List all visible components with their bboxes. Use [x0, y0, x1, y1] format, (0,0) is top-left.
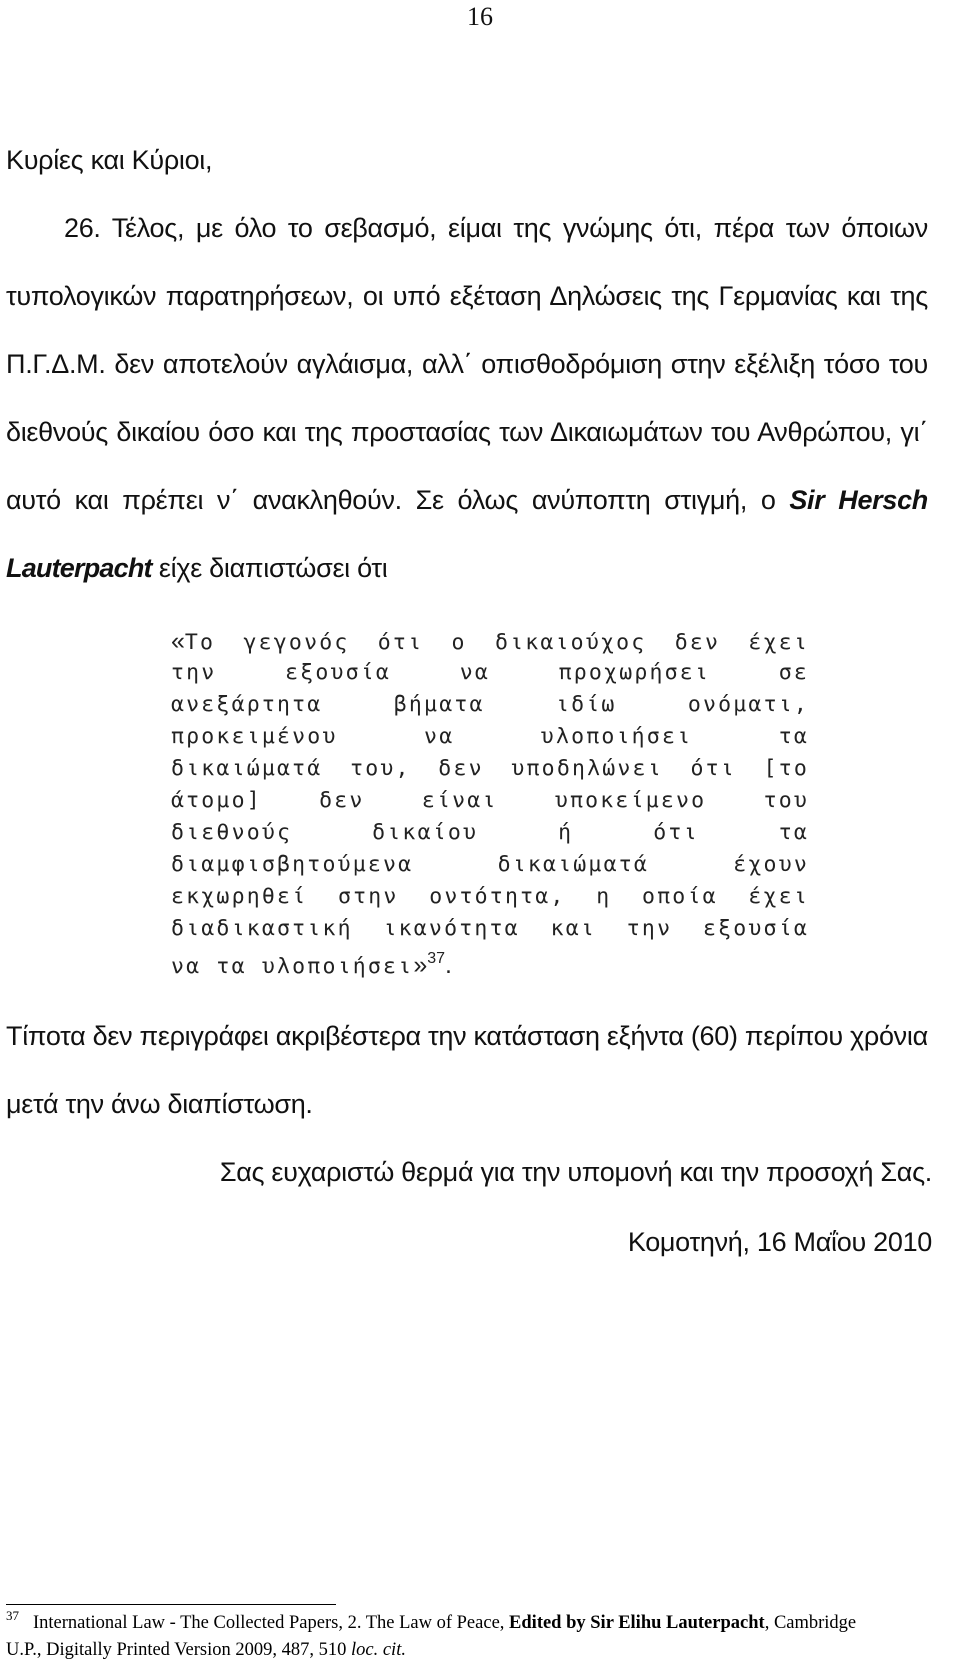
- paragraph-line-1: [6, 208, 928, 248]
- conclusion-line-1: Τίποτα δεν περιγράφει ακριβέστερα την κατάσταση εξήντα (60) περίπου χρόνια: [6, 1021, 928, 1051]
- salutation: Κυρίες και Κύριοι,: [6, 145, 213, 175]
- quote-line-5: δικαιώματά του, δεν υποδηλώνει ότι [το: [171, 756, 809, 781]
- quote-line-8: διαμφισβητούμενα δικαιώματά έχουν: [171, 852, 809, 877]
- footnote-ref: 37: [427, 950, 446, 967]
- paragraph-line-4: διεθνούς δικαίου όσο και της προστασίας των Δικαιωμάτων του Ανθρώπου, γι΄: [6, 417, 928, 447]
- paragraph-line-6-text: είχε διαπιστώσει ότι: [151, 553, 388, 583]
- closing-thanks: Σας ευχαριστώ θερμά για την υπομονή και την προσοχή Σας.: [219, 1157, 932, 1187]
- cited-person-name-last: Lauterpacht: [6, 553, 152, 583]
- quote-line-10: διαδικαστική ικανότητα και την εξουσία: [171, 916, 809, 941]
- cited-person-name-first: Sir Hersch: [789, 485, 928, 515]
- quote-end-punct: .: [445, 951, 452, 979]
- quote-line-6: άτομο] δεν είναι υποκείμενο του: [171, 788, 809, 813]
- footnote-number: 37: [6, 1608, 19, 1623]
- quote-line-9: εκχωρηθεί στην οντότητα, η οποία έχει: [171, 884, 809, 909]
- quote-close-mark: »: [413, 951, 428, 979]
- footnote-separator: [6, 1604, 336, 1605]
- place-date: Κομοτηνή, 16 Μαΐου 2010: [627, 1227, 932, 1257]
- paragraph-line-6: [6, 548, 387, 588]
- quote-line-1: [171, 626, 809, 656]
- paragraph-line-3: Π.Γ.Δ.Μ. δεν αποτελούν αγλάισμα, αλλ΄ οπισθοδρόμιση στην εξέλιξη τόσο του: [6, 349, 928, 379]
- quote-line-4: προκειμένου να υλοποιήσει τα: [171, 724, 809, 749]
- quote-line-2: την εξουσία να προχωρήσει σε: [171, 660, 809, 685]
- footnote-text-b: , Cambridge: [764, 1613, 857, 1633]
- paragraph-line-2: τυπολογικών παρατηρήσεων, οι υπό εξέταση Δηλώσεις της Γερμανίας και της: [6, 281, 928, 311]
- paragraph-line-5-text: αυτό και πρέπει ν΄ ανακληθούν. Σε όλως ανύποπτη στιγμή, ο: [6, 485, 790, 515]
- footnote-loc-cit: loc. cit.: [351, 1640, 406, 1660]
- quote-line-11: [171, 950, 809, 980]
- quote-open-mark: «: [171, 627, 185, 655]
- paragraph-line-1-text: 26. Τέλος, με όλο το σεβασμό, είμαι της γνώμης ότι, πέρα των όποιων: [64, 213, 928, 243]
- footnote-line-1: [6, 1608, 954, 1636]
- quote-line-11-text: να τα υλοποιήσει: [171, 954, 414, 979]
- footnote-text-c: U.P., Digitally Printed Version 2009, 487, 510: [6, 1640, 351, 1660]
- footnote-editor: Edited by Sir Elihu Lauterpacht: [509, 1613, 765, 1633]
- quote-line-3: ανεξάρτητα βήματα ιδίω ονόματι,: [171, 692, 809, 717]
- page-number: 16: [467, 2, 493, 31]
- quote-line-7: διεθνούς δικαίου ή ότι τα: [171, 820, 809, 845]
- quote-line-1-text: Το γεγονός ότι ο δικαιούχος δεν έχει: [184, 630, 809, 655]
- paragraph-line-5: [6, 480, 928, 520]
- footnote-line-2: [6, 1638, 954, 1663]
- footnote-text-a: International Law - The Collected Papers, 2. The Law of Peace,: [33, 1613, 510, 1633]
- conclusion-line-2: μετά την άνω διαπίστωση.: [6, 1089, 313, 1119]
